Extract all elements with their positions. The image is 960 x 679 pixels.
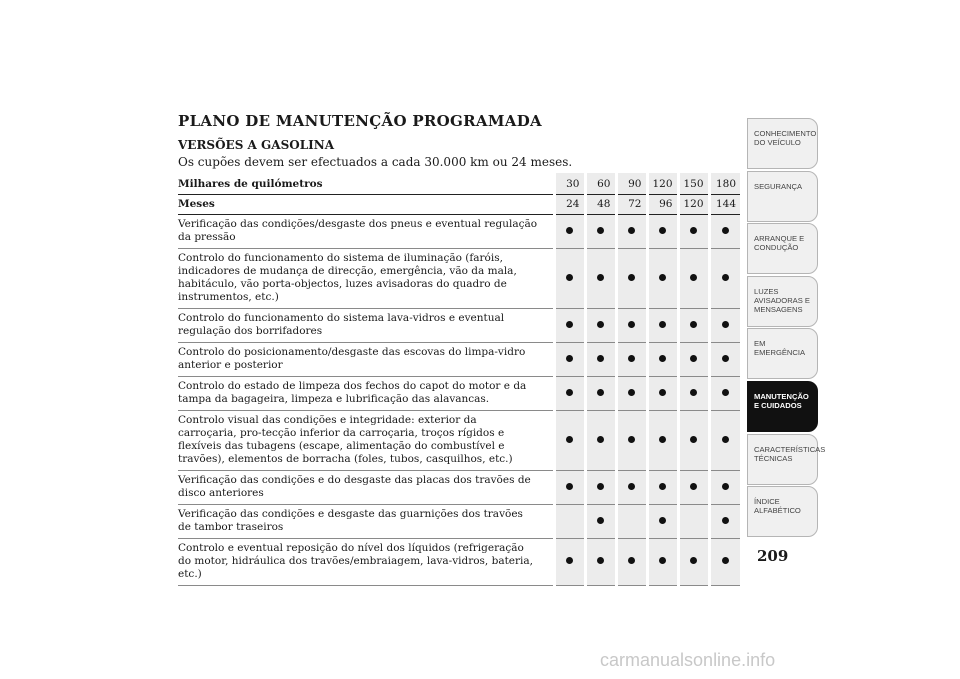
- bullet-icon: [566, 436, 573, 443]
- bullet-icon: [722, 517, 729, 524]
- interval-cell: [554, 471, 585, 505]
- interval-cell: [678, 343, 709, 377]
- bullet-icon: [690, 557, 697, 564]
- interval-cell: [709, 411, 740, 471]
- chapter-tab[interactable]: ÍNDICE ALFABÉTICO: [747, 486, 818, 537]
- chapter-tab[interactable]: LUZES AVISADORAS E MENSAGENS: [747, 276, 818, 327]
- bullet-icon: [722, 557, 729, 564]
- bullet-icon: [566, 227, 573, 234]
- operation-description: Controlo visual das condições e integridade: exterior da carroçaria, pro-tecção inferior da carroçaria, troços rígidos e flexíveis das tubagens (escape, alimentação do combustível e travões), elementos de borracha (foles, tubos, casquilhos, etc.): [178, 411, 554, 471]
- interval-cell: [616, 471, 647, 505]
- operation-description: Controlo e eventual reposição do nível dos líquidos (refrigeração do motor, hidráulica dos travões/embraiagem, lava-vidros, bateria, etc.): [178, 539, 554, 586]
- interval-cell: [678, 505, 709, 539]
- months-value: 120: [678, 195, 709, 215]
- bullet-icon: [722, 389, 729, 396]
- km-value: 60: [585, 173, 616, 195]
- interval-cell: [616, 309, 647, 343]
- bullet-icon: [597, 321, 604, 328]
- bullet-icon: [597, 355, 604, 362]
- interval-cell: [678, 309, 709, 343]
- bullet-icon: [566, 483, 573, 490]
- km-header-row: [178, 173, 740, 195]
- interval-cell: [678, 249, 709, 309]
- operation-description: Controlo do posicionamento/desgaste das escovas do limpa-vidro anterior e posterior: [178, 343, 554, 377]
- bullet-icon: [659, 227, 666, 234]
- table-row: [178, 343, 740, 377]
- bullet-icon: [722, 227, 729, 234]
- interval-cell: [709, 377, 740, 411]
- chapter-tab[interactable]: CARACTERÍSTICAS TÉCNICAS: [747, 434, 818, 485]
- bullet-icon: [690, 436, 697, 443]
- bullet-icon: [690, 227, 697, 234]
- interval-cell: [554, 343, 585, 377]
- bullet-icon: [659, 355, 666, 362]
- bullet-icon: [722, 436, 729, 443]
- bullet-icon: [690, 355, 697, 362]
- section-subtitle: VERSÕES A GASOLINA: [178, 138, 335, 152]
- table-row: [178, 215, 740, 249]
- bullet-icon: [628, 274, 635, 281]
- bullet-icon: [628, 321, 635, 328]
- interval-cell: [585, 411, 616, 471]
- interval-cell: [678, 471, 709, 505]
- bullet-icon: [566, 389, 573, 396]
- bullet-icon: [690, 389, 697, 396]
- interval-cell: [678, 411, 709, 471]
- interval-cell: [709, 309, 740, 343]
- interval-cell: [554, 377, 585, 411]
- bullet-icon: [722, 321, 729, 328]
- bullet-icon: [566, 355, 573, 362]
- interval-cell: [616, 215, 647, 249]
- bullet-icon: [659, 274, 666, 281]
- table-row: [178, 411, 740, 471]
- table-row: [178, 249, 740, 309]
- interval-cell: [585, 377, 616, 411]
- interval-cell: [709, 471, 740, 505]
- bullet-icon: [597, 436, 604, 443]
- interval-cell: [585, 505, 616, 539]
- bullet-icon: [628, 355, 635, 362]
- interval-cell: [647, 505, 678, 539]
- interval-cell: [647, 411, 678, 471]
- bullet-icon: [597, 483, 604, 490]
- interval-cell: [616, 343, 647, 377]
- interval-cell: [709, 539, 740, 586]
- bullet-icon: [597, 517, 604, 524]
- interval-cell: [554, 309, 585, 343]
- interval-cell: [709, 343, 740, 377]
- table-row: [178, 377, 740, 411]
- bullet-icon: [659, 517, 666, 524]
- months-value: 96: [647, 195, 678, 215]
- interval-cell: [585, 309, 616, 343]
- interval-cell: [616, 249, 647, 309]
- bullet-icon: [659, 389, 666, 396]
- interval-cell: [678, 377, 709, 411]
- page-title: PLANO DE MANUTENÇÃO PROGRAMADA: [178, 112, 542, 130]
- chapter-tab[interactable]: ARRANQUE E CONDUÇÃO: [747, 223, 818, 274]
- bullet-icon: [566, 274, 573, 281]
- table-row: [178, 309, 740, 343]
- page-number: 209: [757, 547, 789, 565]
- interval-cell: [554, 539, 585, 586]
- bullet-icon: [690, 483, 697, 490]
- bullet-icon: [628, 436, 635, 443]
- months-value: 72: [616, 195, 647, 215]
- interval-cell: [678, 539, 709, 586]
- bullet-icon: [722, 483, 729, 490]
- operation-description: Verificação das condições/desgaste dos pneus e eventual regulação da pressão: [178, 215, 554, 249]
- interval-cell: [554, 215, 585, 249]
- interval-cell: [585, 249, 616, 309]
- chapter-tab[interactable]: EM EMERGÊNCIA: [747, 328, 818, 379]
- bullet-icon: [628, 389, 635, 396]
- interval-cell: [678, 215, 709, 249]
- km-value: 150: [678, 173, 709, 195]
- bullet-icon: [659, 483, 666, 490]
- interval-cell: [647, 539, 678, 586]
- interval-cell: [554, 411, 585, 471]
- interval-cell: [585, 215, 616, 249]
- chapter-tabs: [747, 118, 826, 539]
- interval-cell: [709, 249, 740, 309]
- bullet-icon: [597, 274, 604, 281]
- bullet-icon: [628, 227, 635, 234]
- bullet-icon: [628, 557, 635, 564]
- bullet-icon: [659, 436, 666, 443]
- operation-description: Controlo do estado de limpeza dos fechos do capot do motor e da tampa da bagageira, limpeza e lubrificação das alavancas.: [178, 377, 554, 411]
- table-row: [178, 505, 740, 539]
- bullet-icon: [597, 227, 604, 234]
- chapter-tab[interactable]: SEGURANÇA: [747, 171, 818, 222]
- interval-cell: [647, 377, 678, 411]
- bullet-icon: [659, 557, 666, 564]
- operation-description: Controlo do funcionamento do sistema de iluminação (faróis, indicadores de mudança de direcção, emergência, vão da mala, habitáculo, vão porta-objectos, luzes avisadoras do quadro de instrumentos, etc.): [178, 249, 554, 309]
- interval-cell: [585, 343, 616, 377]
- months-value: 24: [554, 195, 585, 215]
- interval-cell: [585, 539, 616, 586]
- interval-cell: [647, 343, 678, 377]
- km-value: 120: [647, 173, 678, 195]
- months-value: 144: [709, 195, 740, 215]
- interval-cell: [554, 505, 585, 539]
- km-value: 180: [709, 173, 740, 195]
- chapter-tab[interactable]: CONHECIMENTO DO VEÍCULO: [747, 118, 818, 169]
- maintenance-table: [178, 173, 740, 586]
- months-label: Meses: [178, 195, 554, 215]
- watermark: carmanualsonline.info: [600, 650, 776, 670]
- intro-text: Os cupões devem ser efectuados a cada 30.000 km ou 24 meses.: [178, 155, 573, 169]
- operation-description: Verificação das condições e desgaste das guarnições dos travões de tambor traseiros: [178, 505, 554, 539]
- bullet-icon: [690, 321, 697, 328]
- bullet-icon: [566, 321, 573, 328]
- interval-cell: [616, 411, 647, 471]
- months-value: 48: [585, 195, 616, 215]
- interval-cell: [647, 249, 678, 309]
- interval-cell: [647, 471, 678, 505]
- table-row: [178, 539, 740, 586]
- bullet-icon: [722, 274, 729, 281]
- bullet-icon: [690, 274, 697, 281]
- bullet-icon: [597, 557, 604, 564]
- interval-cell: [709, 505, 740, 539]
- interval-cell: [616, 505, 647, 539]
- bullet-icon: [659, 321, 666, 328]
- table-row: [178, 471, 740, 505]
- interval-cell: [647, 215, 678, 249]
- months-row: [178, 195, 740, 215]
- operation-description: Verificação das condições e do desgaste das placas dos travões de disco anteriores: [178, 471, 554, 505]
- interval-cell: [585, 471, 616, 505]
- chapter-tab[interactable]: MANUTENÇÃO E CUIDADOS: [747, 381, 818, 432]
- interval-cell: [647, 309, 678, 343]
- bullet-icon: [566, 557, 573, 564]
- km-value: 30: [554, 173, 585, 195]
- bullet-icon: [597, 389, 604, 396]
- interval-cell: [709, 215, 740, 249]
- bullet-icon: [722, 355, 729, 362]
- interval-cell: [554, 249, 585, 309]
- bullet-icon: [628, 483, 635, 490]
- interval-cell: [616, 539, 647, 586]
- operation-description: Controlo do funcionamento do sistema lava-vidros e eventual regulação dos borrifadores: [178, 309, 554, 343]
- km-value: 90: [616, 173, 647, 195]
- interval-cell: [616, 377, 647, 411]
- km-label: Milhares de quilómetros: [178, 173, 554, 195]
